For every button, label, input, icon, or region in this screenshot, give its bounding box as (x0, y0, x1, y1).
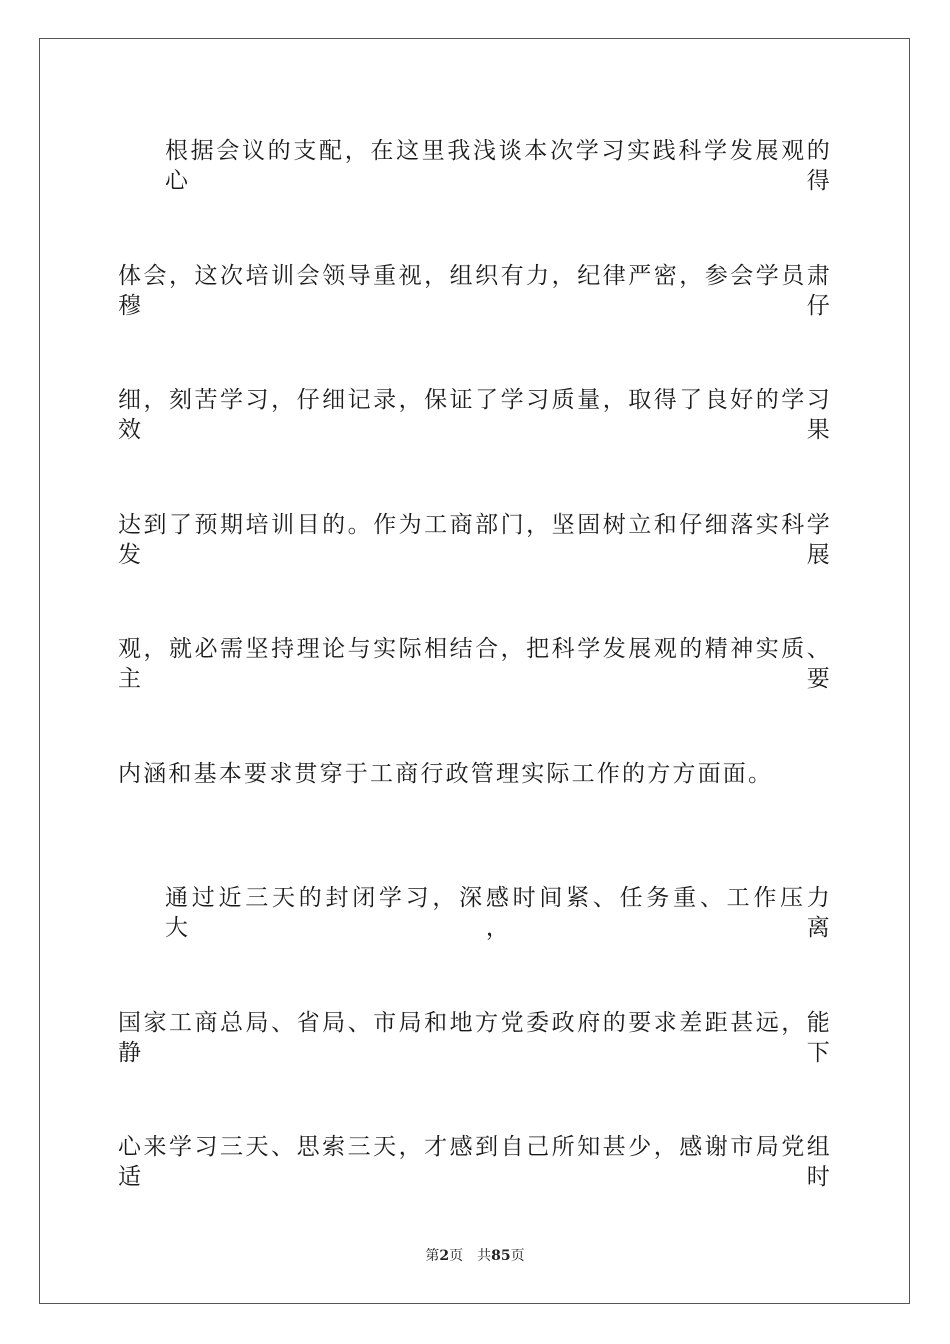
paragraph-line: 国家工商总局、省局、市局和地方党委政府的要求差距甚远，能静下 (118, 1010, 832, 1066)
paragraph-line: 通过近三天的封闭学习，深感时间紧、任务重、工作压力大，离 (165, 885, 832, 941)
total-pages: 85 (491, 1248, 511, 1264)
page-footer (0, 1247, 950, 1265)
total-suffix: 页 (510, 1248, 525, 1264)
page-suffix: 页 (449, 1248, 464, 1264)
paragraph-line: 达到了预期培训目的。作为工商部门，坚固树立和仔细落实科学发展 (118, 512, 832, 568)
paragraph-line: 细，刻苦学习，仔细记录，保证了学习质量，取得了良好的学习效果 (118, 387, 832, 443)
paragraph-line: 内涵和基本要求贯穿于工商行政管理实际工作的方方面面。 (118, 761, 774, 787)
paragraph-line: 观，就必需坚持理论与实际相结合，把科学发展观的精神实质、主要 (118, 636, 832, 692)
page-prefix: 第 (425, 1248, 440, 1264)
paragraph-line: 根据会议的支配，在这里我浅谈本次学习实践科学发展观的心得 (165, 138, 832, 194)
page-number: 2 (439, 1248, 450, 1264)
paragraph-line: 体会，这次培训会领导重视，组织有力，纪律严密，参会学员肃穆仔 (118, 263, 832, 319)
paragraph-line: 心来学习三天、思索三天，才感到自己所知甚少，感谢市局党组适时 (118, 1134, 832, 1190)
total-prefix: 共 (477, 1248, 492, 1264)
